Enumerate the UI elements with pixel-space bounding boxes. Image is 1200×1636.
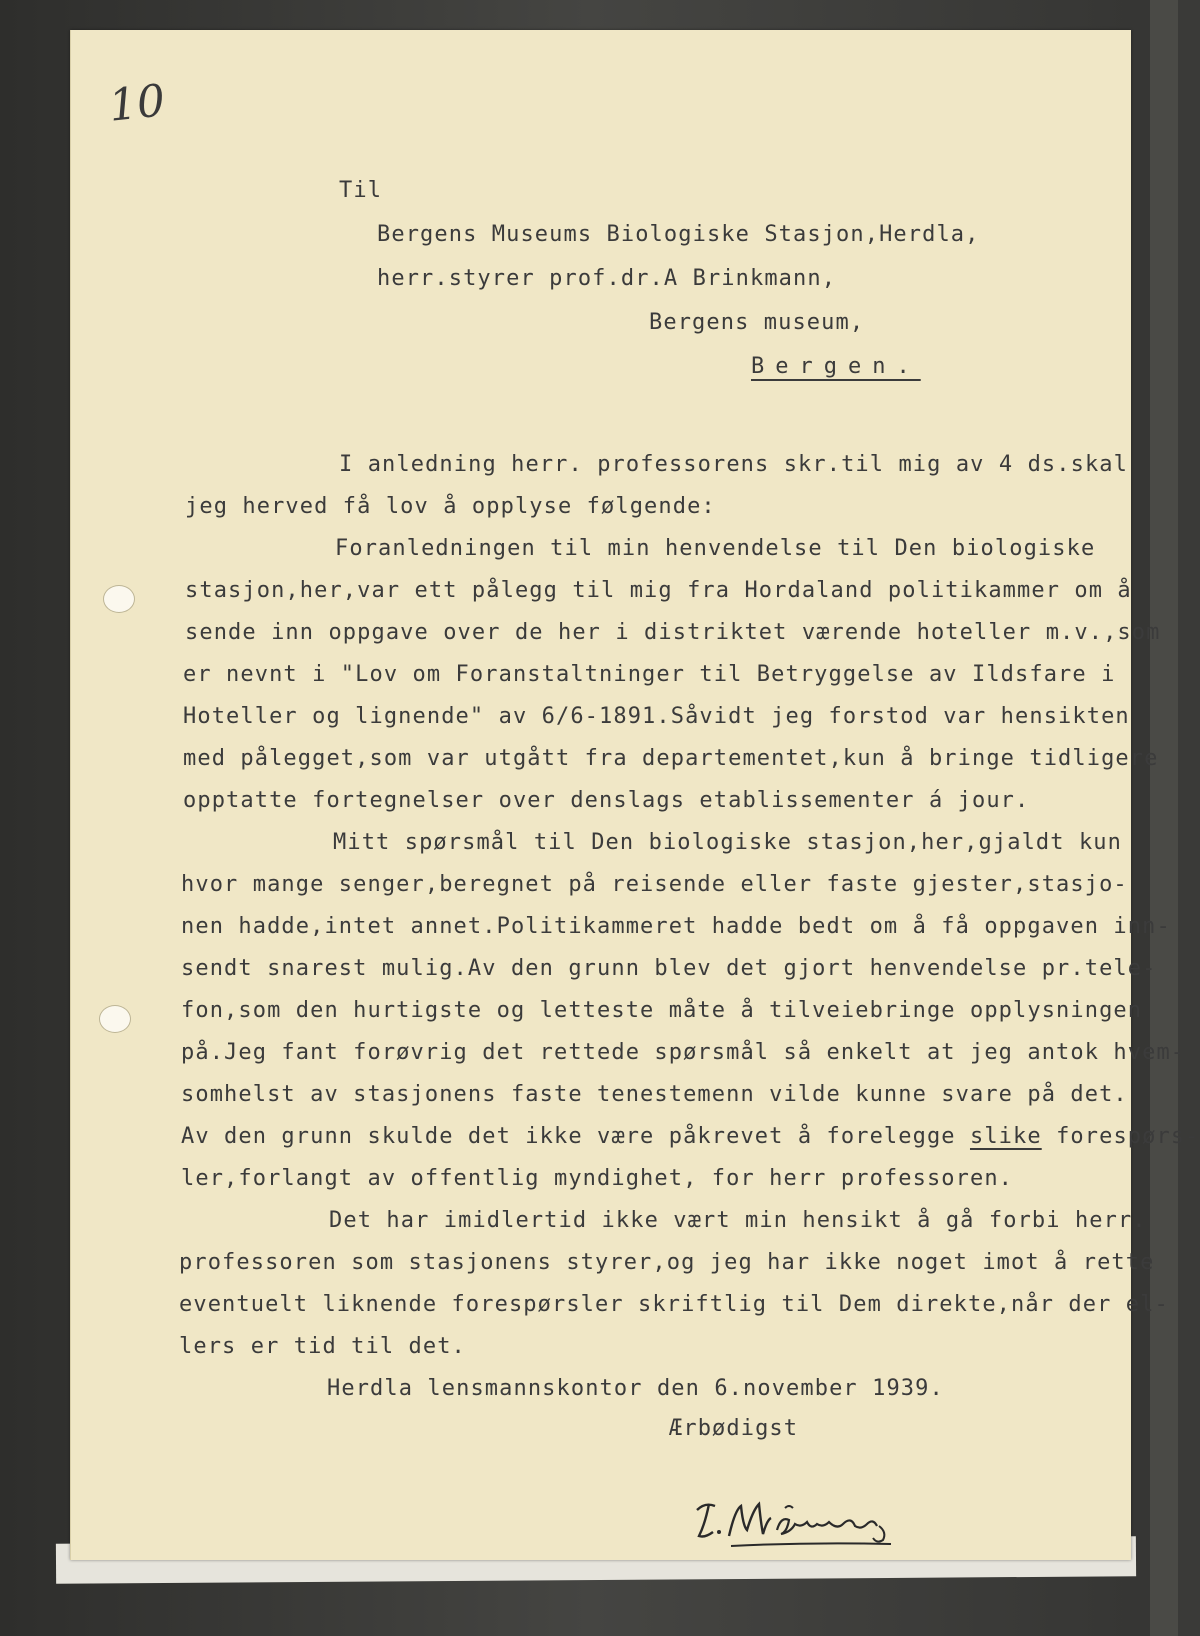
body-line: sende inn oppgave over de her i distriktet værende hoteller m.v.,som <box>185 620 1161 645</box>
address-line-1: Bergens Museums Biologiske Stasjon,Herdla, <box>377 222 980 247</box>
underlined-word: slike <box>969 1124 1042 1149</box>
address-line-2: herr.styrer prof.dr.A Brinkmann, <box>377 266 837 291</box>
body-line: Hoteller og lignende" av 6/6-1891.Såvidt jeg forstod var hensikten <box>183 704 1130 729</box>
punch-hole-bottom <box>99 1005 131 1033</box>
handwritten-page-number: 10 <box>106 75 168 132</box>
body-line: på.Jeg fant forøvrig det rettede spørsmål så enkelt at jeg antok hvem- <box>181 1040 1186 1065</box>
address-salutation: Til <box>339 178 383 203</box>
address-line-3: Bergens museum, <box>649 310 865 335</box>
scan-edge-strip <box>1150 0 1178 1636</box>
body-line: I anledning herr. professorens skr.til mig av 4 ds.skal <box>339 452 1128 477</box>
body-line <box>181 1124 1200 1149</box>
body-line: fon,som den hurtigste og letteste måte å tilveiebringe opplysningen <box>181 998 1143 1023</box>
body-line: ler,forlangt av offentlig myndighet, for herr professoren. <box>181 1166 1014 1191</box>
body-line: eventuelt liknende forespørsler skriftlig til Dem direkte,når der el- <box>179 1292 1169 1317</box>
body-line: Det har imidlertid ikke vært min hensikt å gå forbi herr. <box>329 1208 1147 1233</box>
body-text: Av den grunn skulde det ikke være påkrevet å forelegge <box>181 1124 970 1149</box>
letter-page <box>70 30 1200 1560</box>
punch-hole-top <box>103 585 135 613</box>
body-line: med pålegget,som var utgått fra departementet,kun å bringe tidligere <box>183 746 1159 771</box>
body-line: stasjon,her,var ett pålegg til mig fra Hordaland politikammer om å <box>185 578 1132 603</box>
body-line: professoren som stasjonens styrer,og jeg har ikke noget imot å rette <box>179 1250 1155 1275</box>
body-line: nen hadde,intet annet.Politikammeret hadde bedt om å få oppgaven inn- <box>181 914 1171 939</box>
body-line: er nevnt i "Lov om Foranstaltninger til Betryggelse av Ildsfare i <box>183 662 1116 687</box>
address-city: Bergen. <box>751 354 921 379</box>
body-line: jeg herved få lov å opplyse følgende: <box>185 494 716 519</box>
body-line: sendt snarest mulig.Av den grunn blev det gjort henvendelse pr.tele- <box>181 956 1157 981</box>
valediction: Ærbødigst <box>669 1416 799 1441</box>
handwritten-signature <box>691 1480 931 1550</box>
body-line: Mitt spørsmål til Den biologiske stasjon,her,gjaldt kun <box>333 830 1122 855</box>
body-line: somhelst av stasjonens faste tenestemenn vilde kunne svare på det. <box>181 1082 1128 1107</box>
body-line: hvor mange senger,beregnet på reisende eller faste gjester,stasjo- <box>181 872 1128 897</box>
body-text: forespørs- <box>1041 1124 1200 1149</box>
body-line: Foranledningen til min henvendelse til Den biologiske <box>335 536 1096 561</box>
place-date: Herdla lensmannskontor den 6.november 1939. <box>327 1376 944 1401</box>
body-line: lers er tid til det. <box>179 1334 466 1359</box>
body-line: opptatte fortegnelser over denslags etablissementer á jour. <box>183 788 1030 813</box>
